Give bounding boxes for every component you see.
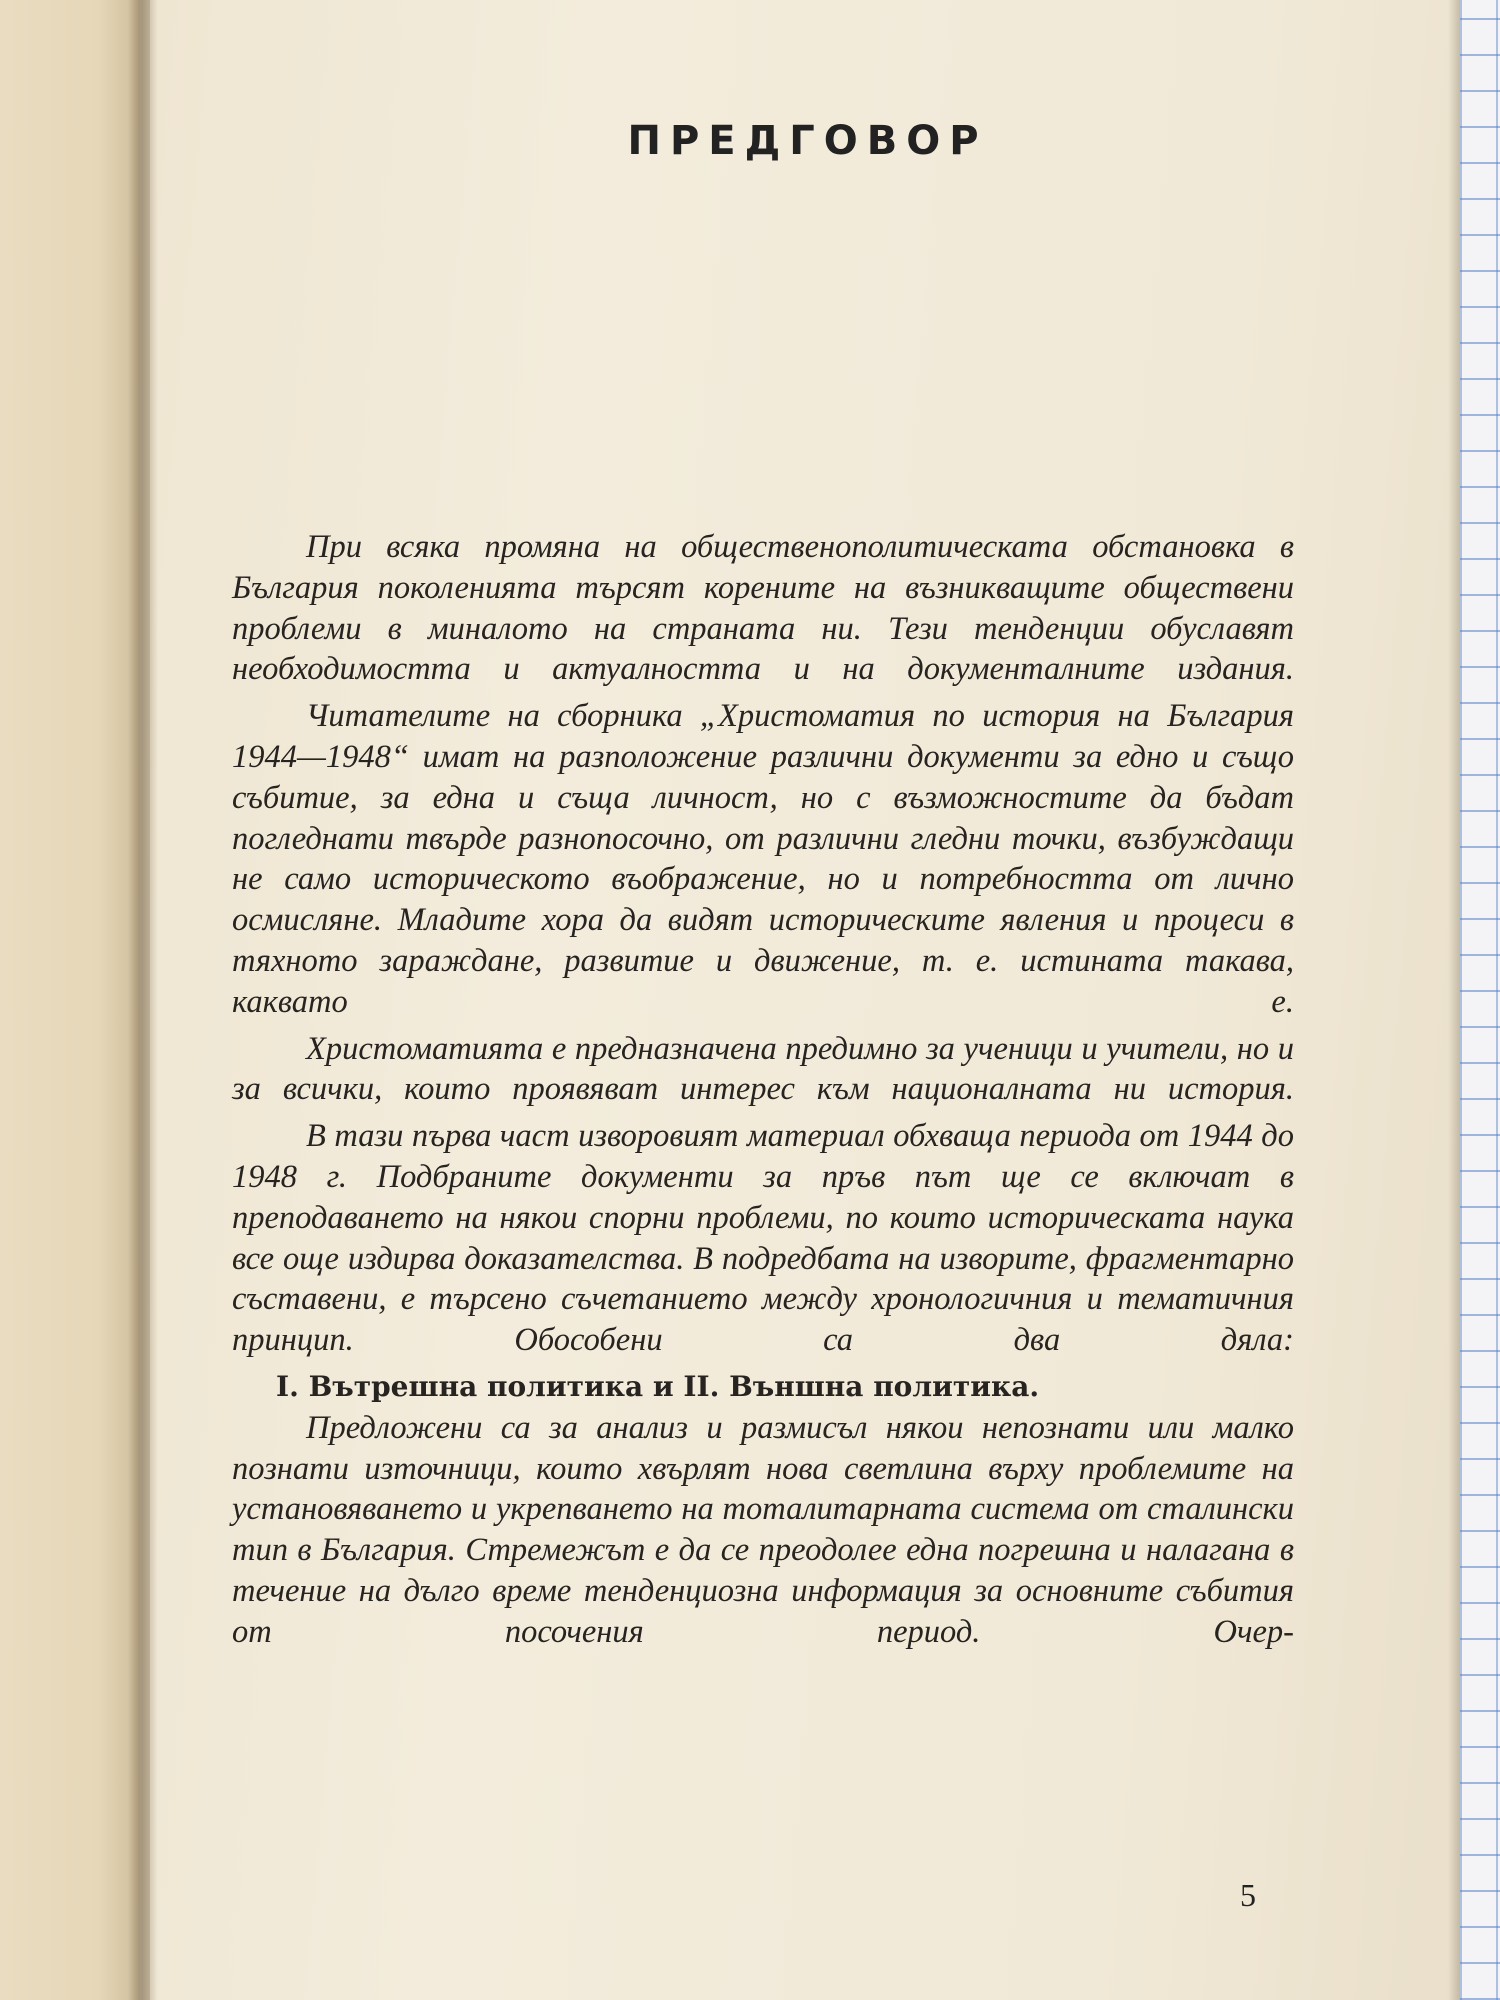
paragraph-5: Предложени са за анализ и размисъл някои непознати или малко познати източници, които хвърлят нова светлина върху проблемите на установяването и укрепването на тоталитарната система от сталински тип в България. Стремежът е да се преодолее една погрешна и налагана в течение на дълго време тенденциозна информация за основните събития от посочения период. Очер-	[232, 1409, 1294, 1650]
paragraph-3: Христоматията е предназначена предимно за ученици и учители, но и за всички, които проявяват интерес към националната ни история.	[232, 1030, 1294, 1108]
previous-page-edge	[0, 0, 140, 2000]
preface-text	[232, 527, 1294, 1653]
notebook-paper-edge	[1460, 0, 1500, 2000]
page-shadow	[1448, 0, 1460, 2000]
section-heading: I. Вътрешна политика и II. Външна политика.	[276, 1369, 1040, 1403]
page-number: 5	[1240, 1877, 1256, 1913]
paragraph-4: В тази първа част изворовият материал обхваща периода от 1944 до 1948 г. Подбраните документи за пръв път ще се включат в преподаването на някои спорни проблеми, по които историческата наука все още издирва доказателства. В подредбата на изворите, фрагментарно съставени, е търсено съчетанието между хронологичния и тематичния принцип. Обособени са два дяла:	[232, 1118, 1294, 1359]
paragraph-2: Читателите на сборника „Христоматия по история на България 1944—1948“ имат на разположение различни документи за едно и също събитие, за една и съща личност, но с възможностите да бъдат погледнати твърде разнопосочно, от различни гледни точки, възбуждащи не само историческото въображение, но и потребността от лично осмисляне. Младите хора да видят историческите явления и процеси в тяхното зараждане, развитие и движение, т. е. истината такава, каквато е.	[232, 698, 1294, 1020]
paragraph-1: При всяка промяна на общественополитическата обстановка в България поколенията търсят корените на възникващите обществени проблеми в миналото на страната ни. Тези тенденции обуславят необходимостта и актуалността и на документалните издания.	[232, 529, 1294, 688]
page-title: ПРЕДГОВОР	[627, 118, 988, 164]
book-gutter	[128, 0, 158, 2000]
